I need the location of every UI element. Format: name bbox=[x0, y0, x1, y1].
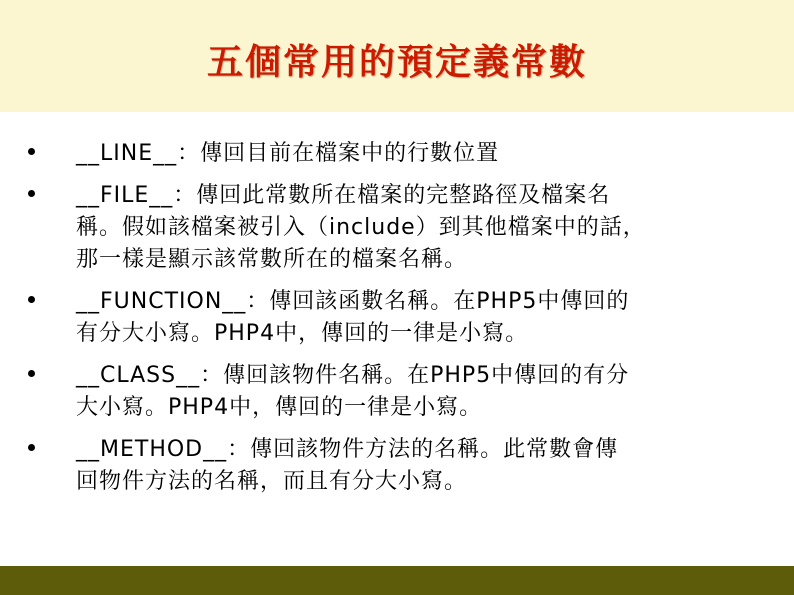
bullet-dot-icon bbox=[28, 444, 35, 451]
footer-bar bbox=[0, 566, 794, 595]
bullet-text: __FUNCTION__：傳回該函數名稱。在PHP5中傳回的 有分大小寫。PHP4中，傳回的一律是小寫。 bbox=[76, 289, 630, 346]
bullet-text: __METHOD__：傳回該物件方法的名稱。此常數會傳 回物件方法的名稱，而且有分大小寫。 bbox=[76, 437, 619, 494]
bullet-text: __CLASS__：傳回該物件名稱。在PHP5中傳回的有分 大小寫。PHP4中，傳回的一律是小寫。 bbox=[76, 363, 630, 420]
slide-title: 五個常用的預定義常數 bbox=[206, 41, 587, 83]
bullet-text: __LINE__：傳回目前在檔案中的行數位置 bbox=[76, 141, 500, 166]
bullet-dot-icon bbox=[28, 148, 35, 155]
bullet-text: __FILE__：傳回此常數所在檔案的完整路徑及檔案名 稱。假如該檔案被引入（include）到其他檔案中的話， 那一樣是顯示該常數所在的檔案名稱。 bbox=[76, 183, 646, 272]
bullet-dot-icon bbox=[28, 370, 35, 377]
bullet-dot-icon bbox=[28, 190, 35, 197]
bullet-dot-icon bbox=[28, 296, 35, 303]
